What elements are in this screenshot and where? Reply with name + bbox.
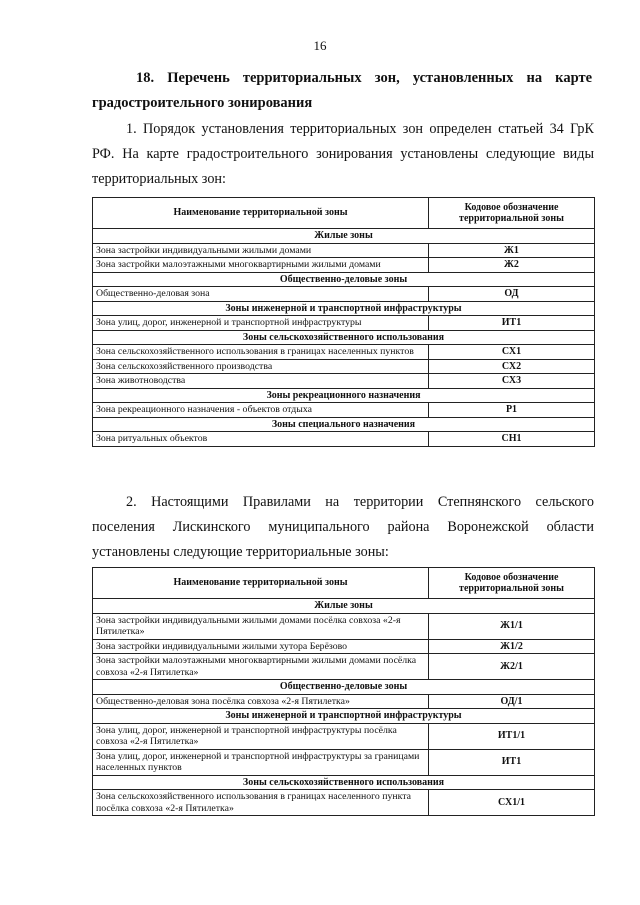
section-heading bbox=[92, 66, 592, 116]
zone-group-title: Зоны специального назначения bbox=[93, 417, 595, 432]
table-row bbox=[93, 654, 595, 680]
table-row bbox=[93, 359, 595, 374]
zone-code: Ж1/1 bbox=[429, 613, 595, 639]
zone-name: Зона застройки индивидуальными жилыми домами посёлка совхоза «2-я Пятилетка» bbox=[93, 613, 429, 639]
zones-table-1 bbox=[92, 197, 595, 447]
table-row bbox=[93, 403, 595, 418]
zones-table-1-body bbox=[93, 229, 595, 447]
table-row bbox=[93, 432, 595, 447]
zone-code: СХ2 bbox=[429, 359, 595, 374]
zone-name: Общественно-деловая зона посёлка совхоза «2-я Пятилетка» bbox=[93, 694, 429, 709]
group-row bbox=[93, 330, 595, 345]
paragraph-1-text: 1. Порядок установления территориальных зон определен статьей 34 ГрК РФ. На карте градостроительного зонирования установлены следующие виды территориальных зон: bbox=[92, 121, 594, 187]
zone-name: Зона сельскохозяйственного использования в границах населенного пункта посёлка совхоза «2-я Пятилетка» bbox=[93, 790, 429, 816]
table-row bbox=[93, 790, 595, 816]
zone-group-title: Общественно-деловые зоны bbox=[93, 680, 595, 695]
zone-code: ИТ1 bbox=[429, 749, 595, 775]
zone-code: ОД/1 bbox=[429, 694, 595, 709]
zone-group-title: Жилые зоны bbox=[93, 599, 595, 614]
table-row bbox=[93, 749, 595, 775]
zone-group-title: Зоны инженерной и транспортной инфраструктуры bbox=[93, 301, 595, 316]
zone-name: Зона улиц, дорог, инженерной и транспортной инфраструктуры за границами населенных пунктов bbox=[93, 749, 429, 775]
header-zone-code: Кодовое обозначение территориальной зоны bbox=[429, 198, 595, 229]
header-zone-name: Наименование территориальной зоны bbox=[93, 568, 429, 599]
zone-name: Зона рекреационного назначения - объектов отдыха bbox=[93, 403, 429, 418]
zone-name: Зона застройки малоэтажными многоквартирными жилыми домами посёлка совхоза «2-я Пятилетка» bbox=[93, 654, 429, 680]
zone-code: ИТ1/1 bbox=[429, 723, 595, 749]
section-number: 18. bbox=[136, 70, 155, 86]
table-header-row bbox=[93, 198, 595, 229]
zone-code: СХ3 bbox=[429, 374, 595, 389]
table-row bbox=[93, 613, 595, 639]
zone-code: СХ1/1 bbox=[429, 790, 595, 816]
zone-name: Зона застройки малоэтажными многоквартирными жилыми домами bbox=[93, 258, 429, 273]
group-row bbox=[93, 301, 595, 316]
page-number: 16 bbox=[313, 38, 327, 53]
group-row bbox=[93, 417, 595, 432]
paragraph-2 bbox=[92, 490, 594, 565]
zone-group-title: Зоны сельскохозяйственного использования bbox=[93, 330, 595, 345]
table-row bbox=[93, 287, 595, 302]
table-row bbox=[93, 345, 595, 360]
zone-code: ОД bbox=[429, 287, 595, 302]
zone-name: Зона застройки индивидуальными жилыми хутора Берёзово bbox=[93, 639, 429, 654]
zone-code: ИТ1 bbox=[429, 316, 595, 331]
table-row bbox=[93, 723, 595, 749]
table-row bbox=[93, 694, 595, 709]
zones-table-2-body bbox=[93, 599, 595, 816]
group-row bbox=[93, 272, 595, 287]
header-zone-code: Кодовое обозначение территориальной зоны bbox=[429, 568, 595, 599]
zone-name: Зона сельскохозяйственного производства bbox=[93, 359, 429, 374]
zone-code: Ж2 bbox=[429, 258, 595, 273]
header-zone-name: Наименование территориальной зоны bbox=[93, 198, 429, 229]
zone-code: Ж1/2 bbox=[429, 639, 595, 654]
zone-name: Зона застройки индивидуальными жилыми домами bbox=[93, 243, 429, 258]
group-row bbox=[93, 709, 595, 724]
table-row bbox=[93, 639, 595, 654]
zone-name: Зона улиц, дорог, инженерной и транспортной инфраструктуры bbox=[93, 316, 429, 331]
zone-group-title: Жилые зоны bbox=[93, 229, 595, 244]
group-row bbox=[93, 388, 595, 403]
group-row bbox=[93, 680, 595, 695]
table-row bbox=[93, 258, 595, 273]
table-row bbox=[93, 374, 595, 389]
zone-group-title: Зоны сельскохозяйственного использования bbox=[93, 775, 595, 790]
zone-name: Зона ритуальных объектов bbox=[93, 432, 429, 447]
section-title: Перечень территориальных зон, установленных на карте градостроительного зонирования bbox=[92, 70, 593, 111]
table-row bbox=[93, 243, 595, 258]
zone-name: Зона сельскохозяйственного использования в границах населенных пунктов bbox=[93, 345, 429, 360]
zone-group-title: Общественно-деловые зоны bbox=[93, 272, 595, 287]
table-header-row bbox=[93, 568, 595, 599]
zone-group-title: Зоны рекреационного назначения bbox=[93, 388, 595, 403]
paragraph-1 bbox=[92, 117, 594, 192]
group-row bbox=[93, 775, 595, 790]
zone-code: СН1 bbox=[429, 432, 595, 447]
group-row bbox=[93, 229, 595, 244]
group-row bbox=[93, 599, 595, 614]
zone-group-title: Зоны инженерной и транспортной инфраструктуры bbox=[93, 709, 595, 724]
paragraph-2-text: 2. Настоящими Правилами на территории Степнянского сельского поселения Лискинского муниципального района Воронежской области установлены следующие территориальные зоны: bbox=[92, 494, 594, 560]
zone-code: Ж2/1 bbox=[429, 654, 595, 680]
zone-name: Зона улиц, дорог, инженерной и транспортной инфраструктуры посёлка совхоза «2-я Пятилетка» bbox=[93, 723, 429, 749]
table-row bbox=[93, 316, 595, 331]
zone-code: СХ1 bbox=[429, 345, 595, 360]
zones-table-2 bbox=[92, 567, 595, 816]
zone-name: Зона животноводства bbox=[93, 374, 429, 389]
zone-code: Ж1 bbox=[429, 243, 595, 258]
zone-name: Общественно-деловая зона bbox=[93, 287, 429, 302]
zone-code: Р1 bbox=[429, 403, 595, 418]
